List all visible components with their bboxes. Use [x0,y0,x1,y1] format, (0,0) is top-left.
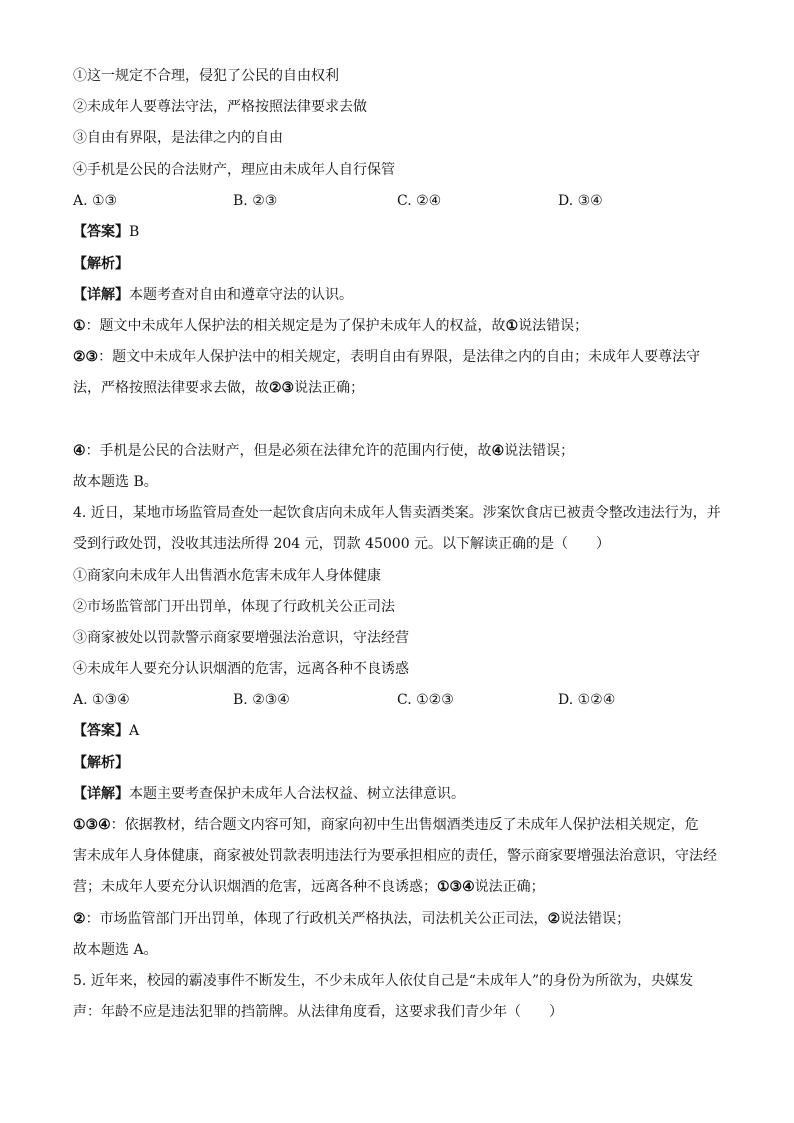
q3-answer [73,222,139,242]
q3-option-c: C. ②④ [397,193,442,209]
q4-statement-1: ①商家向未成年人出售酒水危害未成年人身体健康 [73,568,381,584]
q4-answer [73,721,139,741]
q4-analysis-label: 【解析】 [73,755,129,771]
detail-label: 【详解】 [73,287,129,303]
answer-value: A [129,723,140,739]
q5-stem-line-2: 声：年龄不应是违法犯罪的挡箭牌。从法律角度看，这要求我们青少年（ ） [73,1004,563,1020]
q3-analysis-point-2-cont: 法，严格按照法律要求去做，故②③说法正确； [73,380,365,396]
q4-detail: 【详解】本题主要考查保护未成年人合法权益、树立法律意识。 [73,786,465,802]
q3-analysis-point-3: ④：手机是公民的合法财产，但是必须在法律允许的范围内行使，故④说法错误； [73,443,575,459]
q3-option-a: A. ①③ [73,193,118,209]
q4-analysis-point-1-cont: 害未成年人身体健康，商家被处罚款表明违法行为要承担相应的责任，警示商家要增强法治意识，守法经 [73,848,717,864]
q3-statement-4: ④手机是公民的合法财产，理应由未成年人自行保管 [73,162,395,178]
q3-analysis-point-2: ②③：题文中未成年人保护法中的相关规定，表明自由有界限，是法律之内的自由；未成年人要尊法守 [73,349,701,365]
q3-analysis-label: 【解析】 [73,256,129,272]
q3-statement-1: ①这一规定不合理，侵犯了公民的自由权利 [73,68,339,84]
q4-option-a: A. ①③④ [73,692,130,708]
q4-analysis-point-1: ①③④：依据教材，结合题文内容可知，商家向初中生出售烟酒类违反了未成年人保护法相关规定，危 [73,817,699,833]
q5-stem-line-1: 5. 近年来，校园的霸凌事件不断发生，不少未成年人依仗自己是“未成年人”的身份为所欲为，央媒发 [73,973,694,989]
q3-option-d: D. ③④ [558,193,603,209]
q4-statement-2: ②市场监管部门开出罚单，体现了行政机关公正司法 [73,599,395,615]
q3-analysis-point-1: ①：题文中未成年人保护法的相关规定是为了保护未成年人的权益，故①说法错误； [73,318,589,334]
q4-stem-line-1: 4. 近日，某地市场监管局查处一起饮食店向未成年人售卖酒类案。涉案饮食店已被责令整改违法行为，并 [73,505,721,521]
q3-statement-3: ③自由有界限，是法律之内的自由 [73,130,283,146]
q4-stem-line-2: 受到行政处罚，没收其违法所得 204 元，罚款 45000 元。以下解读正确的是（ ） [73,536,611,552]
q4-conclusion: 故本题选 A。 [73,942,158,958]
q4-statement-3: ③商家被处以罚款警示商家要增强法治意识，守法经营 [73,630,409,646]
q3-detail: 【详解】本题考查对自由和遵章守法的认识。 [73,287,353,303]
detail-label: 【详解】 [73,786,129,802]
q4-analysis-point-1-cont2: 营；未成年人要充分认识烟酒的危害，远离各种不良诱惑；①③④说法正确； [73,879,545,895]
answer-value: B [129,224,140,240]
answer-label: 【答案】 [73,224,129,240]
q4-option-c: C. ①②③ [397,692,454,708]
q4-option-d: D. ①②④ [558,692,616,708]
q3-statement-2: ②未成年人要尊法守法，严格按照法律要求去做 [73,99,367,115]
q4-analysis-point-2: ②：市场监管部门开出罚单，体现了行政机关严格执法，司法机关公正司法，②说法错误； [73,911,631,927]
answer-label: 【答案】 [73,723,129,739]
q4-option-b: B. ②③④ [233,692,290,708]
q3-option-b: B. ②③ [233,193,278,209]
q3-conclusion: 故本题选 B。 [73,474,158,490]
q4-statement-4: ④未成年人要充分认识烟酒的危害，远离各种不良诱惑 [73,661,409,677]
